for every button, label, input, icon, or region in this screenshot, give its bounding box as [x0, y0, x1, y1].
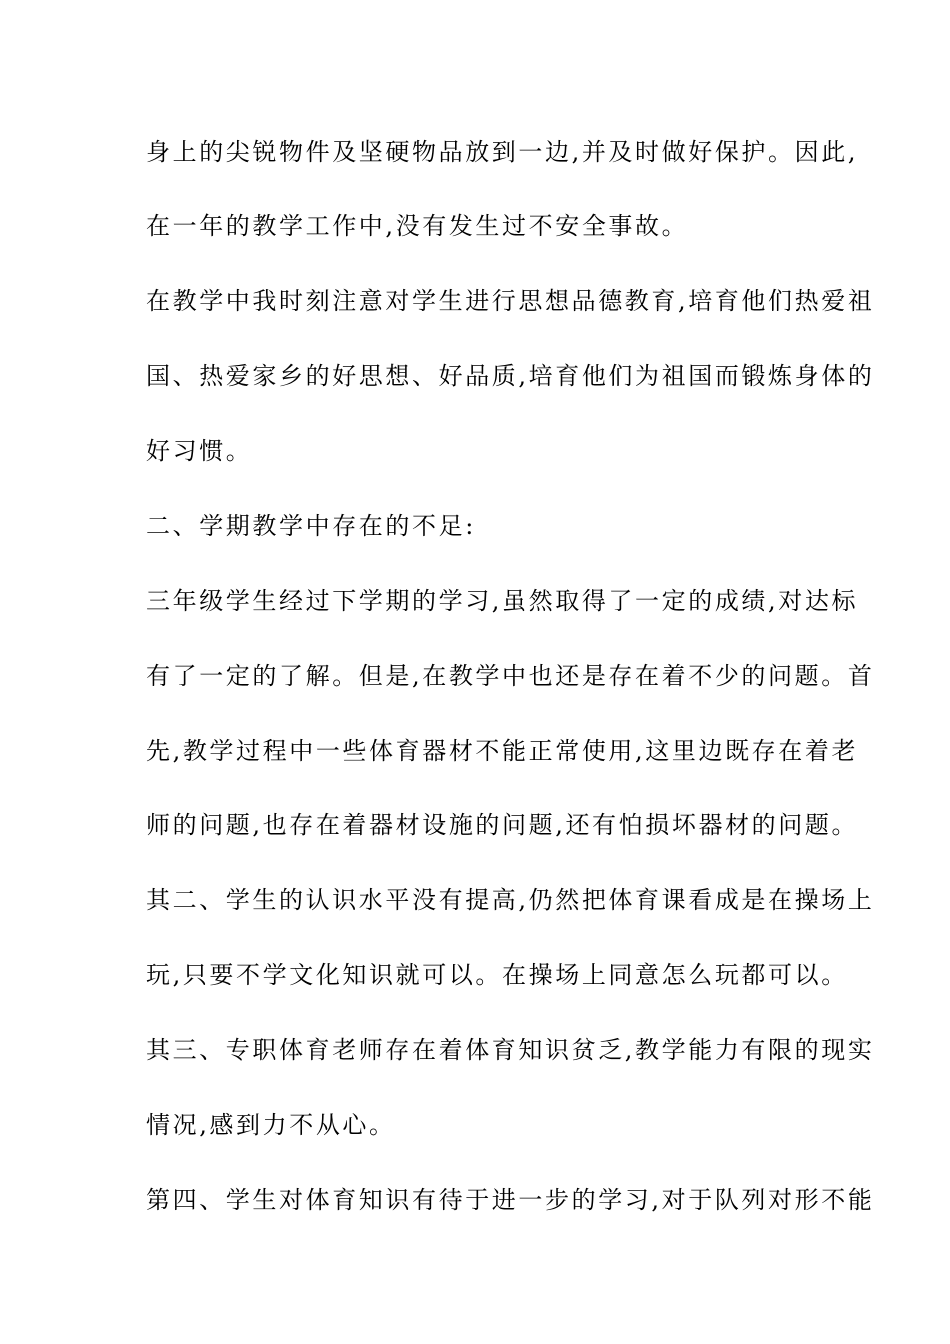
text-line: 第四、学生对体育知识有待于进一步的学习,对于队列对形不能 [146, 1186, 875, 1214]
text-line: 玩,只要不学文化知识就可以。在操场上同意怎么玩都可以。 [146, 961, 848, 989]
text-line: 身上的尖锐物件及坚硬物品放到一边,并及时做好保护。因此, [146, 138, 859, 166]
text-line: 好习惯。 [146, 437, 253, 465]
text-line: 有了一定的了解。但是,在教学中也还是存在着不少的问题。首 [146, 662, 875, 690]
text-line: 在教学中我时刻注意对学生进行思想品德教育,培育他们热爱祖 [146, 287, 875, 315]
text-line: 三年级学生经过下学期的学习,虽然取得了一定的成绩,对达标 [146, 587, 859, 615]
text-line: 国、热爱家乡的好思想、好品质,培育他们为祖国而锻炼身体的 [146, 362, 875, 390]
text-line: 情况,感到力不从心。 [146, 1111, 396, 1139]
text-line: 其三、专职体育老师存在着体育知识贫乏,教学能力有限的现实 [146, 1036, 875, 1064]
text-line: 先,教学过程中一些体育器材不能正常使用,这里边既存在着老 [146, 737, 859, 765]
section-heading: 二、学期教学中存在的不足: [146, 512, 476, 540]
text-line: 师的问题,也存在着器材设施的问题,还有怕损坏器材的问题。 [146, 811, 859, 839]
text-line: 在一年的教学工作中,没有发生过不安全事故。 [146, 212, 689, 240]
text-line: 其二、学生的认识水平没有提高,仍然把体育课看成是在操场上 [146, 886, 875, 914]
